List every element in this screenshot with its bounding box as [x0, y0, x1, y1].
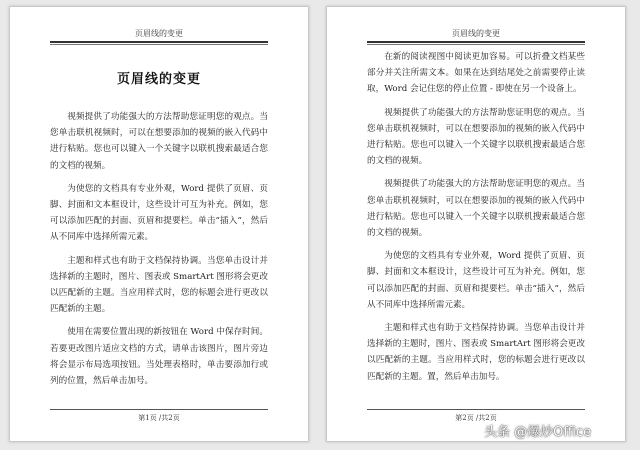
page-footer: 第2页 /共2页	[455, 414, 497, 422]
document-title: 页眉线的变更	[116, 72, 201, 87]
document-page-2	[326, 6, 626, 442]
watermark-text: 头条 @爆炒Office	[484, 425, 592, 440]
page-header: 页眉线的变更	[452, 29, 500, 38]
page-footer: 第1页 /共2页	[138, 414, 180, 422]
page-body	[50, 109, 268, 396]
paragraph: 视频提供了功能强大的方法帮助您证明您的观点。当您单击联机视频时，可以在想要添加的视频的嵌入代码中进行粘贴。您也可以键入一个关键字以联机搜索最适合您的文档的视频。	[50, 112, 268, 171]
footer-rule	[50, 409, 268, 410]
paragraph: 为使您的文档具有专业外观，Word 提供了页眉、页脚、封面和文本框设计，这些设计可互为补充。例如，您可以添加匹配的封面、页眉和提要栏。单击“插入”，然后从不同库中选择所需元素。	[50, 183, 268, 243]
paragraph: 使用在需要位置出现的新按钮在 Word 中保存时间。若要更改图片适应文档的方式，请单击该图片，图片旁边将会显示布局选项按钮。当处理表格时，单击要添加行或列的位置，然后单击加号。	[50, 327, 268, 387]
header-rule	[367, 41, 585, 43]
paragraph: 主题和样式也有助于文档保持协调。当您单击设计并选择新的主题时，图片、图表或 SmartArt 图形将会更改以匹配新的主题。当应用样式时，您的标题会进行更改以匹配新的主题。置，然后单击加号。	[367, 323, 585, 382]
paragraph: 主题和样式也有助于文档保持协调。当您单击设计并选择新的主题时，图片、图表或 SmartArt 图形将会更改以匹配新的主题。当应用样式时，您的标题会进行更改以匹配新的主题。	[50, 255, 268, 315]
paragraph: 视频提供了功能强大的方法帮助您证明您的观点。当您单击联机视频时，可以在想要添加的视频的嵌入代码中进行粘贴。您也可以键入一个关键字以联机搜索最适合您的文档的视频。	[367, 107, 585, 167]
page-body	[367, 49, 585, 392]
page-header: 页眉线的变更	[135, 29, 183, 38]
header-rule	[50, 41, 268, 43]
paragraph: 在新的阅读视图中阅读更加容易。可以折叠文档某些部分并关注所需文本。如果在达到结尾处之前需要停止读取，Word 会记住您的停止位置 - 即使在另一个设备上。	[367, 52, 585, 95]
paragraph: 视频提供了功能强大的方法帮助您证明您的观点。当您单击联机视频时，可以在想要添加的视频的嵌入代码中进行粘贴。您也可以键入一个关键字以联机搜索最适合您的文档的视频。	[367, 179, 585, 239]
paragraph: 为使您的文档具有专业外观，Word 提供了页眉、页脚、封面和文本框设计，这些设计可互为补充。例如，您可以添加匹配的封面、页眉和提要栏。单击“插入”，然后从不同库中选择所需元素。	[367, 251, 585, 310]
document-page-1	[9, 6, 309, 442]
footer-rule	[367, 409, 585, 410]
